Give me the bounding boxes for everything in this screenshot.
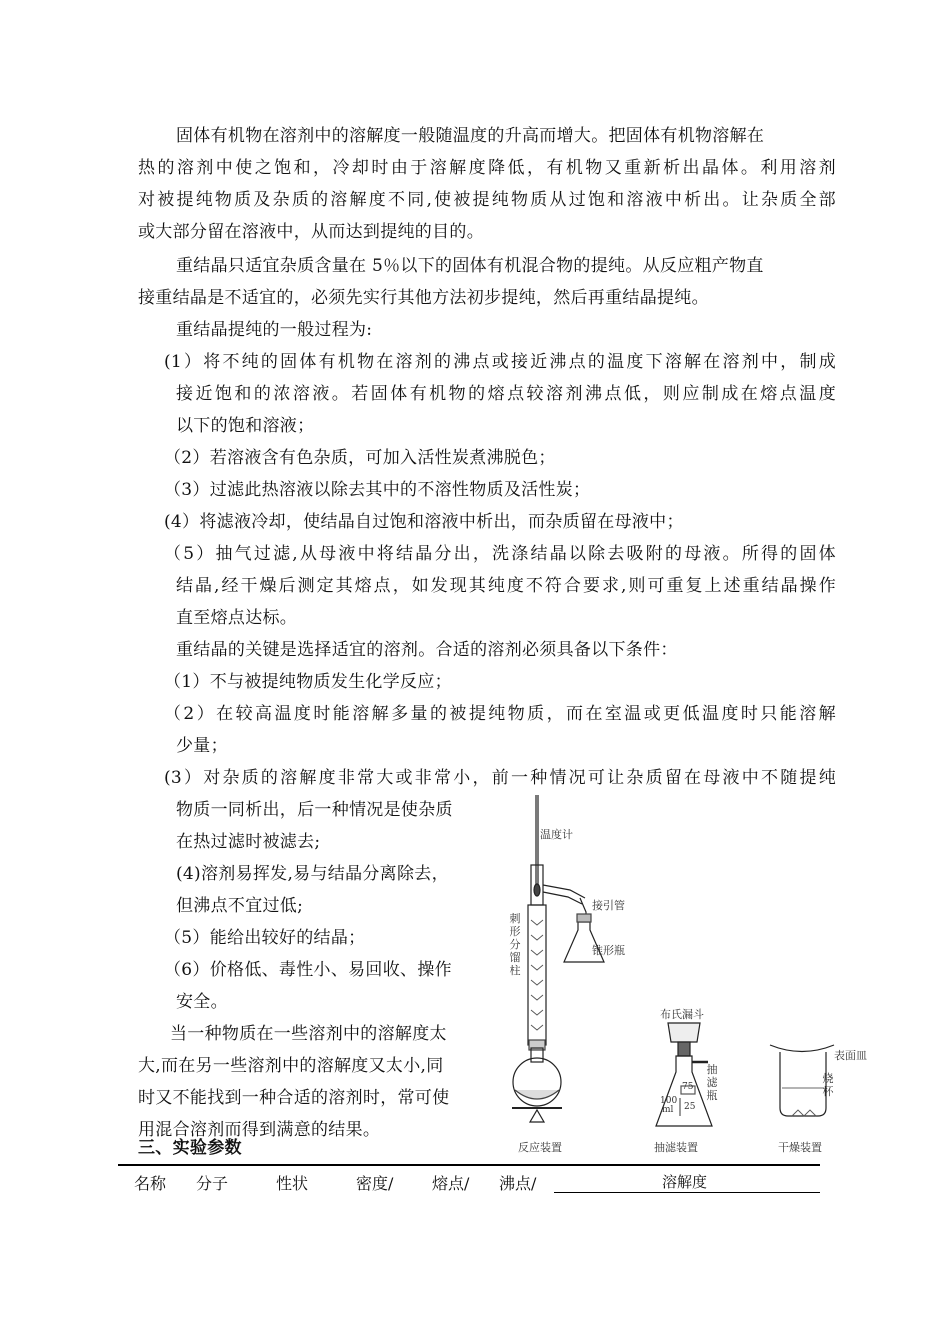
step-4: (4）将滤液冷却，使结晶自过饱和溶液中析出，而杂质留在母液中； [164, 512, 684, 532]
label-buchner-funnel: 布氏漏斗 [660, 1008, 704, 1021]
step-1-line-1: (1）将不纯的固体有机物在溶剂的沸点或接近沸点的温度下溶解在溶剂中，制成 [164, 352, 836, 372]
flask-mark-25: 25 [684, 1102, 696, 1112]
beaker [780, 1052, 826, 1116]
label-column: 刺形分馏柱 [509, 912, 521, 977]
flask-mark-75: 75 [682, 1082, 694, 1092]
step-1-line-2: 接近饱和的浓溶液。若固体有机物的熔点较溶剂沸点低，则应制成在熔点温度 [176, 384, 836, 404]
label-suction-flask: 抽滤瓶 [706, 1063, 718, 1102]
step-2: （2）若溶液含有色杂质，可加入活性炭煮沸脱色； [164, 448, 556, 468]
label-conical-flask: 锥形瓶 [592, 944, 625, 957]
paragraph-1-line-3: 对被提纯物质及杂质的溶解度不同,使被提纯物质从过饱和溶液中析出。让杂质全部 [138, 190, 836, 210]
condition-6-line-2: 安全。 [176, 992, 228, 1012]
caption-drying: 干燥装置 [778, 1141, 822, 1154]
table-header-appearance: 性状 [276, 1174, 309, 1193]
paragraph-5-line-2: 大,而在另一些溶剂中的溶解度又太小,同 [138, 1056, 444, 1076]
section-heading: 三、实验参数 [138, 1138, 242, 1158]
paragraph-2-line-1: 重结晶只适宜杂质含量在 5％以下的固体有机混合物的提纯。从反应粗产物直 [176, 256, 764, 276]
table-header-solubility: 溶解度 [662, 1173, 708, 1191]
label-watch-glass: 表面皿 [834, 1049, 867, 1062]
step-3: （3）过滤此热溶液以除去其中的不溶性物质及活性炭； [164, 480, 591, 500]
step-5-line-3: 直至熔点达标。 [176, 608, 298, 628]
vigreux-column [528, 905, 546, 1045]
buchner-funnel [668, 1023, 700, 1042]
condition-6-line-1: （6）价格低、毒性小、易回收、操作 [164, 960, 452, 980]
condition-5: （5）能给出较好的结晶； [164, 928, 366, 948]
condition-4-line-1: (4)溶剂易挥发,易与结晶分离除去， [176, 864, 449, 884]
paragraph-2-line-2: 接重结晶是不适宜的，必须先实行其他方法初步提纯，然后再重结晶提纯。 [138, 288, 709, 308]
table-header-name: 名称 [134, 1174, 167, 1193]
condition-3-line-3: 在热过滤时被滤去; [176, 832, 321, 852]
condition-2-line-2: 少量； [176, 736, 228, 756]
solubility-underline [554, 1192, 820, 1193]
paragraph-5-line-3: 时又不能找到一种合适的溶剂时，常可使 [138, 1088, 450, 1108]
table-header-molecule: 分子 [196, 1174, 229, 1193]
condition-3-line-1: (3）对杂质的溶解度非常大或非常小，前一种情况可让杂质留在母液中不随提纯 [164, 768, 836, 788]
label-beaker: 烧杯 [822, 1072, 834, 1098]
condition-3-line-2: 物质一同析出，后一种情况是使杂质 [176, 800, 453, 820]
condition-2-line-1: （2）在较高温度时能溶解多量的被提纯物质，而在室温或更低温度时只能溶解 [164, 704, 836, 724]
paragraph-1-line-2: 热的溶剂中使之饱和，冷却时由于溶解度降低，有机物又重新析出晶体。利用溶剂 [138, 158, 836, 178]
table-header-density: 密度/ [356, 1174, 394, 1193]
step-1-line-3: 以下的饱和溶液； [176, 416, 315, 436]
flask-mark-ml: ml [662, 1105, 674, 1115]
paragraph-1-line-1: 固体有机物在溶剂中的溶解度一般随温度的升高而增大。把固体有机物溶解在 [176, 126, 765, 146]
process-intro: 重结晶提纯的一般过程为: [176, 320, 373, 340]
paragraph-5-line-4: 用混合溶剂而得到满意的结果。 [138, 1120, 381, 1140]
caption-filtration: 抽滤装置 [654, 1141, 698, 1154]
caption-reaction: 反应装置 [518, 1141, 562, 1154]
paragraph-1-line-4: 或大部分留在溶液中，从而达到提纯的目的。 [138, 222, 484, 242]
step-5-line-1: （5）抽气过滤,从母液中将结晶分出，洗涤结晶以除去吸附的母液。所得的固体 [164, 544, 836, 564]
step-5-line-2: 结晶,经干燥后测定其熔点，如发现其纯度不符合要求,则可重复上述重结晶操作 [176, 576, 836, 596]
solvent-intro: 重结晶的关键是选择适宜的溶剂。合适的溶剂必须具备以下条件： [176, 640, 678, 660]
reaction-apparatus [512, 795, 604, 1122]
watch-glass [770, 1045, 834, 1052]
flask-mark-100: 100 [660, 1096, 678, 1106]
condition-1: （1）不与被提纯物质发生化学反应； [164, 672, 452, 692]
table-header-boiling-point: 沸点/ [499, 1174, 537, 1193]
paragraph-5-line-1: 当一种物质在一些溶剂中的溶解度太 [170, 1024, 447, 1044]
label-thermometer: 温度计 [540, 828, 573, 841]
label-adapter: 接引管 [592, 899, 625, 912]
table-header-melting-point: 熔点/ [432, 1174, 470, 1193]
thermometer-bulb [534, 884, 540, 896]
condition-4-line-2: 但沸点不宜过低; [176, 896, 304, 916]
table-top-rule [118, 1164, 820, 1166]
